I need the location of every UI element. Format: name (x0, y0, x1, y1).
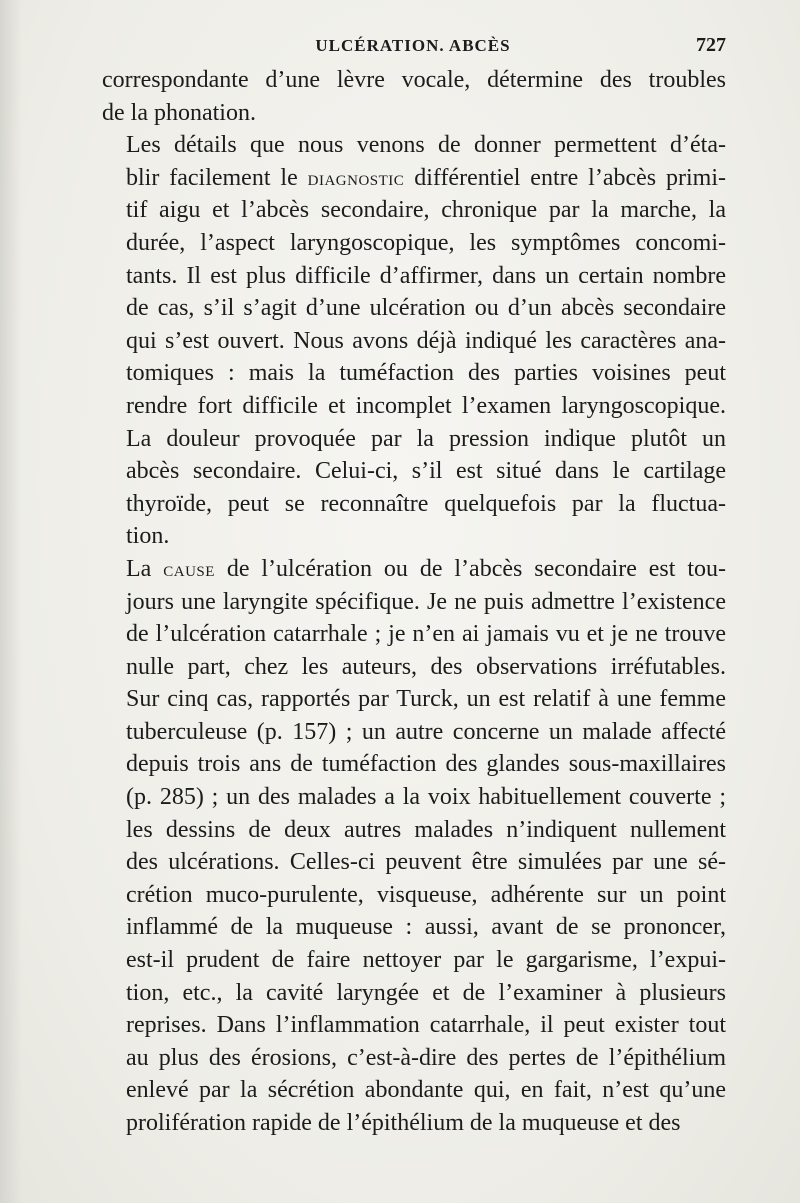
text-line: tants. Il est plus difficile d’affirmer, dans un certain nombre (126, 262, 726, 289)
text-line: abcès secondaire. Celui-ci, s’il est situé dans le cartilage (126, 458, 726, 485)
text-line: inflammé de la muqueuse : aussi, avant de se prononcer, (126, 914, 726, 941)
text-line: les dessins de deux autres malades n’indiquent nullement (126, 816, 726, 843)
small-caps-term: cause (163, 556, 215, 581)
text-line: jours une laryngite spécifique. Je ne puis admettre l’existence (126, 588, 726, 615)
text-line: est-il prudent de faire nettoyer par le gargarisme, l’expui- (126, 947, 726, 974)
text-line: qui s’est ouvert. Nous avons déjà indiqué les caractères ana- (126, 327, 726, 354)
text-line: nulle part, chez les auteurs, des observations irréfutables. (126, 653, 726, 680)
text-line: crétion muco-purulente, visqueuse, adhérente sur un point (126, 881, 726, 908)
text-line: La cause de l’ulcération ou de l’abcès secondaire est tou- (126, 555, 726, 582)
paragraph (102, 553, 726, 1140)
text-line: des ulcérations. Celles-ci peuvent être simulées par une sé- (126, 849, 726, 876)
text-line: tion, etc., la cavité laryngée et de l’examiner à plusieurs (126, 979, 726, 1006)
text-line: tomiques : mais la tuméfaction des parties voisines peut (126, 360, 726, 387)
text-line: enlevé par la sécrétion abondante qui, en fait, n’est qu’une (126, 1077, 726, 1104)
paragraph (102, 129, 726, 553)
text-line: durée, l’aspect laryngoscopique, les symptômes concomi- (126, 229, 726, 256)
text-line: tuberculeuse (p. 157) ; un autre concerne un malade affecté (126, 718, 726, 745)
text-line: Les détails que nous venons de donner permettent d’éta- (126, 132, 726, 159)
body-text (102, 64, 726, 1140)
text-line: tif aigu et l’abcès secondaire, chronique par la marche, la (126, 197, 726, 224)
text-line: thyroïde, peut se reconnaître quelquefois par la fluctua- (126, 490, 726, 517)
text-line: de la phonation. (102, 99, 256, 126)
running-title: ULCÉRATION. ABCÈS (315, 36, 511, 55)
text-line: de cas, s’il s’agit d’une ulcération ou d’un abcès secondaire (126, 295, 726, 322)
text-line: La douleur provoquée par la pression indique plutôt un (126, 425, 726, 452)
text-line: blir facilement le diagnostic différentiel entre l’abcès primi- (126, 164, 726, 191)
text-line: correspondante d’une lèvre vocale, détermine des troubles (102, 67, 726, 93)
text-line: Sur cinq cas, rapportés par Turck, un est relatif à une femme (126, 686, 726, 713)
text-line: rendre fort difficile et incomplet l’examen laryngoscopique. (126, 392, 726, 419)
page-gutter-shadow (0, 0, 22, 1203)
text-line: depuis trois ans de tuméfaction des glandes sous-maxillaires (126, 751, 726, 778)
text-line: de l’ulcération catarrhale ; je n’en ai jamais vu et je ne trouve (126, 621, 726, 648)
text-line: prolifération rapide de l’épithélium de la muqueuse et des (126, 1110, 681, 1136)
text-line: (p. 285) ; un des malades a la voix habituellement couverte ; (126, 784, 726, 811)
running-head (100, 32, 726, 60)
small-caps-term: diagnostic (307, 165, 405, 190)
page-number: 727 (696, 34, 726, 56)
text-line: au plus des érosions, c’est-à-dire des pertes de l’épithélium (126, 1044, 726, 1071)
text-line: tion. (126, 523, 170, 550)
paragraph (102, 64, 726, 129)
text-line: reprises. Dans l’inflammation catarrhale, il peut exister tout (126, 1012, 726, 1039)
